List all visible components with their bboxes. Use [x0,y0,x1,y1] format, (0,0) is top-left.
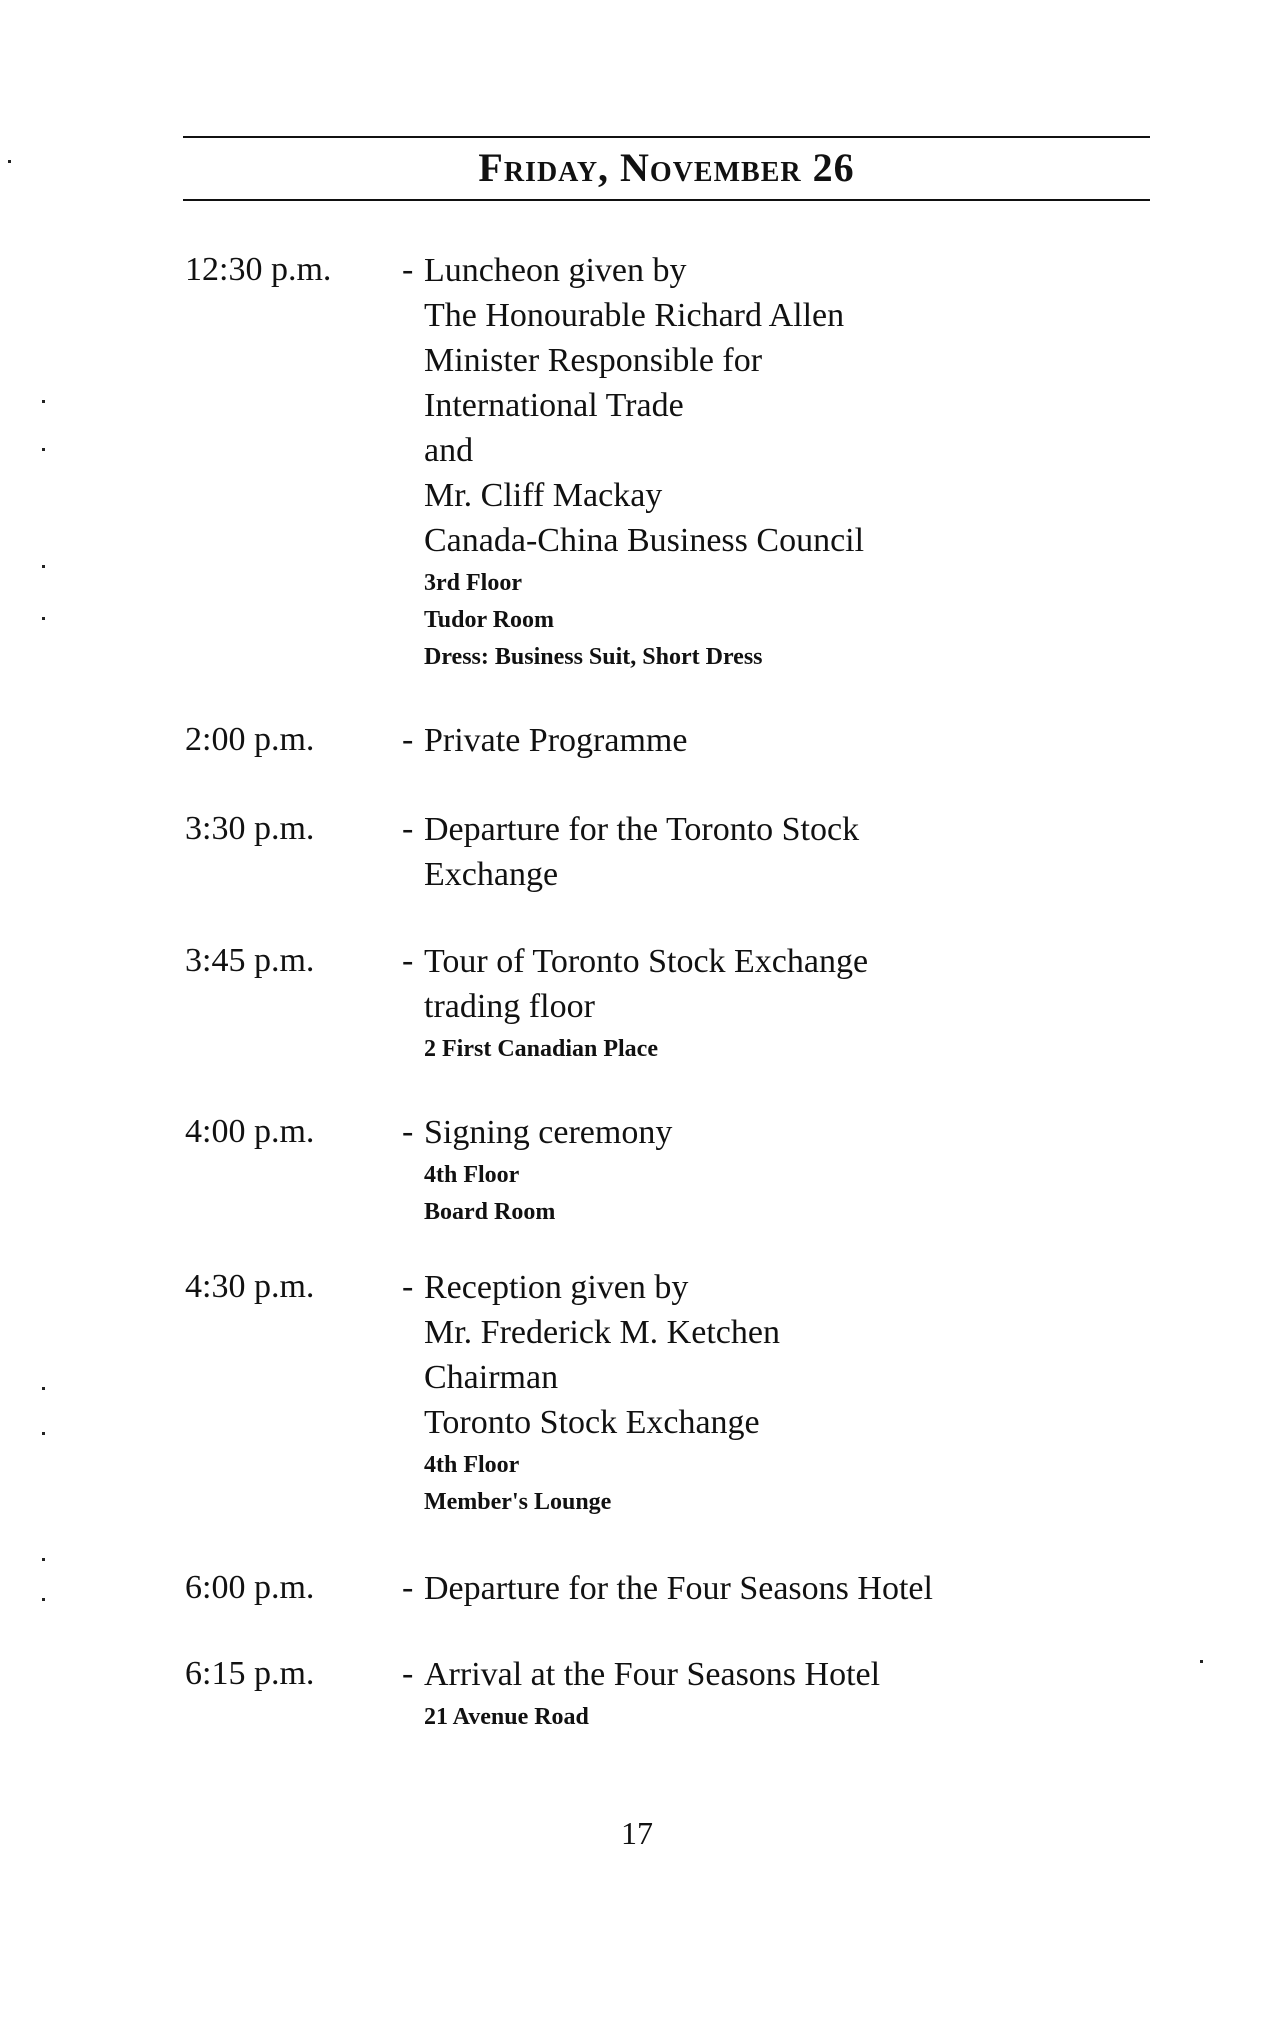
event-body [424,1110,672,1231]
day-heading: Friday, November 26 [478,145,855,190]
event-dress-code: Dress: Business Suit, Short Dress [424,644,763,670]
scan-speck [42,1432,45,1435]
scan-speck [1200,1660,1203,1663]
event-time: 12:30 p.m. [185,251,332,288]
event-line: Canada-China Business Council [424,522,865,559]
event-line: Signing ceremony [424,1114,673,1151]
event-time: 4:30 p.m. [185,1268,315,1305]
event-line: Mr. Cliff Mackay [424,477,663,514]
scan-speck [42,1387,45,1390]
page-number: 17 [621,1815,653,1851]
event-body [424,807,859,897]
event-dash: - [402,1569,414,1606]
event-line: Departure for the Four Seasons Hotel [424,1570,933,1607]
event-line: The Honourable Richard Allen [424,297,845,334]
scan-speck [42,448,45,451]
event-time: 2:00 p.m. [185,721,315,758]
scan-speck [42,1558,45,1561]
event-body [424,248,864,676]
event-line: Mr. Frederick M. Ketchen [424,1314,780,1351]
event-line: International Trade [424,387,684,424]
event-line: Tour of Toronto Stock Exchange [424,943,869,980]
event-line: Arrival at the Four Seasons Hotel [424,1656,881,1693]
scan-speck [8,160,11,163]
event-location: 2 First Canadian Place [424,1036,658,1062]
event-line: Luncheon given by [424,252,687,289]
event-body [424,718,687,763]
event-location: 4th Floor [424,1162,520,1188]
event-time: 3:30 p.m. [185,810,315,847]
event-body [424,1652,880,1736]
event-dash: - [402,1113,414,1150]
event-dash: - [402,251,414,288]
event-line: Toronto Stock Exchange [424,1404,760,1441]
event-room: Tudor Room [424,607,555,633]
event-dash: - [402,1655,414,1692]
event-line: trading floor [424,988,595,1025]
scan-speck [42,400,45,403]
event-location: 21 Avenue Road [424,1704,589,1730]
heading-top-rule [183,136,1150,138]
scan-speck [42,617,45,620]
event-line: Departure for the Toronto Stock [424,811,860,848]
event-line: Chairman [424,1359,559,1396]
event-location: 3rd Floor [424,570,522,596]
event-line: Exchange [424,856,559,893]
event-dash: - [402,1268,414,1305]
event-location: 4th Floor [424,1452,520,1478]
event-time: 4:00 p.m. [185,1113,315,1150]
event-dash: - [402,942,414,979]
event-line: Minister Responsible for [424,342,763,379]
event-line: and [424,432,474,469]
event-time: 6:00 p.m. [185,1569,315,1606]
event-body [424,1566,933,1611]
scan-speck [42,1598,45,1601]
event-line: Reception given by [424,1269,689,1306]
event-room: Member's Lounge [424,1489,612,1515]
event-line: Private Programme [424,722,688,759]
event-body [424,1265,780,1521]
event-body [424,939,868,1068]
event-room: Board Room [424,1199,556,1225]
heading-bottom-rule [183,199,1150,201]
event-time: 6:15 p.m. [185,1655,315,1692]
event-time: 3:45 p.m. [185,942,315,979]
event-dash: - [402,721,414,758]
scan-speck [42,565,45,568]
event-dash: - [402,810,414,847]
